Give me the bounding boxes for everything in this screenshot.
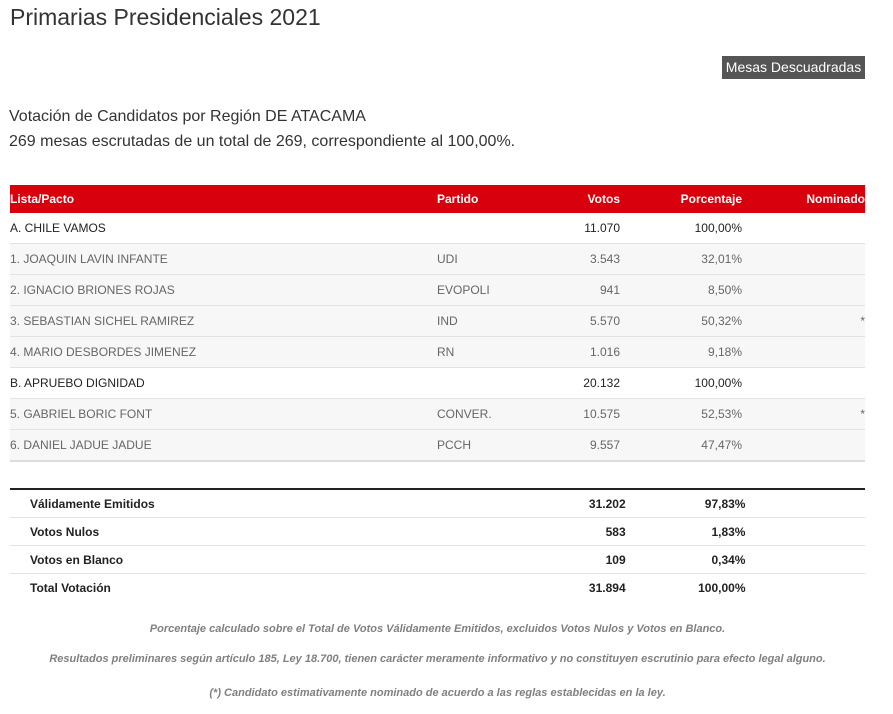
totals-row (10, 574, 865, 602)
row-porcentaje: 100,00% (620, 213, 742, 244)
totals-row (10, 518, 865, 546)
totals-porcentaje: 0,34% (626, 546, 746, 574)
totals-row (10, 489, 865, 518)
row-lista: 3. SEBASTIAN SICHEL RAMIREZ (10, 306, 437, 337)
totals-porcentaje: 97,83% (626, 489, 746, 518)
header-votos: Votos (587, 192, 620, 206)
header-partido: Partido (437, 192, 479, 206)
row-lista: 4. MARIO DESBORDES JIMENEZ (10, 337, 437, 368)
candidate-row (10, 275, 865, 306)
note-resultados-preliminares: Resultados preliminares según artículo 185, Ley 18.700, tienen carácter meramente informativo y no constituyen escrutinio para efecto legal alguno. (49, 653, 826, 665)
row-partido: UDI (437, 244, 549, 275)
row-partido: EVOPOLI (437, 275, 549, 306)
results-header-row (10, 185, 865, 213)
row-porcentaje: 9,18% (620, 337, 742, 368)
pacto-row (10, 213, 865, 244)
pacto-row (10, 368, 865, 399)
candidate-row (10, 244, 865, 275)
row-porcentaje: 50,32% (620, 306, 742, 337)
results-table (10, 185, 865, 462)
totals-votos: 583 (556, 518, 626, 546)
row-partido: IND (437, 306, 549, 337)
totals-table (10, 488, 865, 601)
page-title: Primarias Presidenciales 2021 (10, 4, 321, 30)
row-porcentaje: 47,47% (620, 430, 742, 462)
row-partido (437, 213, 549, 244)
row-lista: A. CHILE VAMOS (10, 213, 437, 244)
header-lista-pacto: Lista/Pacto (10, 192, 75, 206)
row-porcentaje: 8,50% (620, 275, 742, 306)
totals-label: Votos Nulos (10, 518, 447, 546)
row-nominado (742, 213, 865, 244)
row-nominado (742, 368, 865, 399)
row-votos: 3.543 (549, 244, 620, 275)
row-nominado (742, 244, 865, 275)
row-lista: 1. JOAQUIN LAVIN INFANTE (10, 244, 437, 275)
header-porcentaje: Porcentaje (680, 192, 742, 206)
totals-row (10, 546, 865, 574)
row-lista: 2. IGNACIO BRIONES ROJAS (10, 275, 437, 306)
totals-votos: 31.202 (556, 489, 626, 518)
totals-empty (745, 574, 865, 602)
row-votos: 1.016 (549, 337, 620, 368)
note-porcentaje: Porcentaje calculado sobre el Total de Votos Válidamente Emitidos, excluidos Votos Nulos y Votos en Blanco. (149, 623, 726, 635)
row-lista: B. APRUEBO DIGNIDAD (10, 368, 437, 399)
row-porcentaje: 52,53% (620, 399, 742, 430)
row-votos: 5.570 (549, 306, 620, 337)
row-votos: 9.557 (549, 430, 620, 462)
totals-empty (447, 489, 556, 518)
row-porcentaje: 32,01% (620, 244, 742, 275)
row-nominado: * (742, 306, 865, 337)
mesas-summary: 269 mesas escrutadas de un total de 269, correspondiente al 100,00%. (9, 133, 516, 150)
row-nominado: * (742, 399, 865, 430)
row-nominado (742, 275, 865, 306)
totals-label: Total Votación (30, 580, 111, 595)
totals-empty (447, 518, 556, 546)
totals-porcentaje: 100,00% (698, 580, 746, 595)
candidate-row (10, 337, 865, 368)
totals-votos: 109 (556, 546, 626, 574)
row-nominado (742, 430, 865, 462)
totals-votos: 31.894 (588, 580, 626, 595)
header-nominado: Nominado (806, 192, 865, 206)
row-lista: 6. DANIEL JADUE JADUE (10, 430, 437, 462)
row-lista: 5. GABRIEL BORIC FONT (10, 399, 437, 430)
totals-empty (745, 489, 865, 518)
candidate-row (10, 430, 865, 462)
row-partido (437, 368, 549, 399)
totals-empty (447, 546, 556, 574)
row-partido: PCCH (437, 430, 549, 462)
totals-label: Válidamente Emitidos (10, 489, 447, 518)
candidate-row (10, 399, 865, 430)
candidate-row (10, 306, 865, 337)
totals-empty (745, 546, 865, 574)
note-nominado: (*) Candidato estimativamente nominado de acuerdo a las reglas establecidas en la ley. (209, 687, 666, 699)
totals-empty (447, 574, 556, 602)
row-nominado (742, 337, 865, 368)
row-votos: 20.132 (549, 368, 620, 399)
row-votos: 941 (549, 275, 620, 306)
region-subtitle: Votación de Candidatos por Región DE ATACAMA (9, 108, 366, 125)
row-partido: RN (437, 337, 549, 368)
row-porcentaje: 100,00% (620, 368, 742, 399)
totals-porcentaje: 1,83% (626, 518, 746, 546)
totals-label: Votos en Blanco (10, 546, 447, 574)
row-votos: 11.070 (549, 213, 620, 244)
row-votos: 10.575 (549, 399, 620, 430)
mesas-descuadradas-button[interactable]: Mesas Descuadradas (722, 56, 865, 79)
row-partido: CONVER. (437, 399, 549, 430)
totals-empty (745, 518, 865, 546)
